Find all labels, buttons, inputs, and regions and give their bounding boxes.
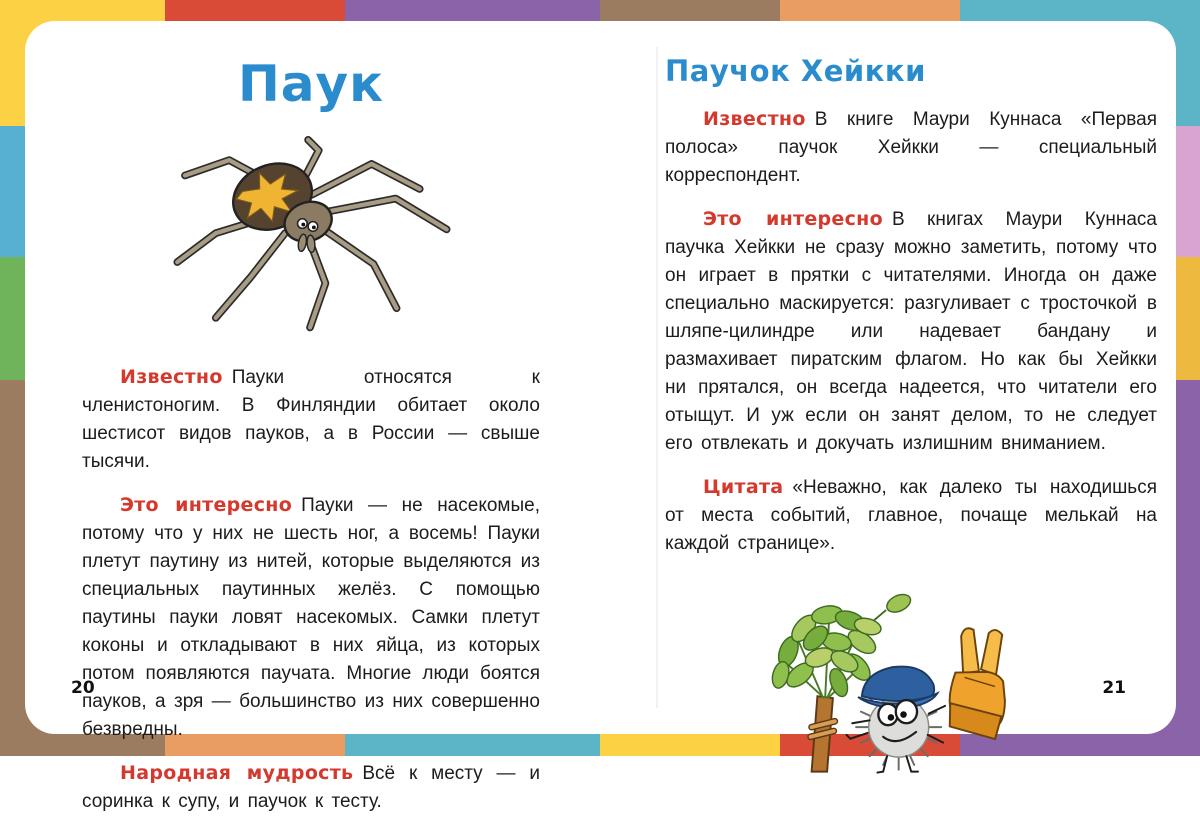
border-block-brown bbox=[600, 0, 780, 21]
paragraph-lead: Цитата bbox=[703, 476, 784, 498]
heikki-illustration bbox=[753, 582, 1025, 790]
paragraph-izvestno bbox=[665, 105, 1157, 190]
border-right bbox=[1176, 0, 1200, 756]
spider-illustration bbox=[161, 137, 461, 339]
paragraph-citata bbox=[665, 473, 1157, 558]
page-number-left: 20 bbox=[71, 678, 95, 698]
paragraph-eto-interesno bbox=[665, 205, 1157, 458]
paragraph-text: В книге Маури Куннаса «Первая полоса» паучок Хейкки — специальный корреспондент. bbox=[665, 109, 1157, 186]
border-block-teal bbox=[960, 0, 1200, 21]
section-title: Паучок Хейкки bbox=[665, 54, 926, 88]
border-block-yellow bbox=[0, 0, 25, 126]
border-block-amber bbox=[1176, 257, 1200, 380]
left-page bbox=[82, 55, 540, 816]
border-left bbox=[0, 0, 25, 756]
paragraph-lead: Народная мудрость bbox=[120, 762, 354, 784]
page-gutter bbox=[656, 47, 658, 708]
paragraph-text: Пауки относятся к членистоногим. В Финляндии обитает около шестисот видов пауков, а в России — свыше тысячи. bbox=[82, 367, 540, 472]
border-block-blue bbox=[0, 126, 25, 257]
paragraph-text: Пауки — не насекомые, потому что у них не шесть ног, а восемь! Пауки плетут паутину из нитей, которые выделяются из специальных паутинных желёз. С помощью паутины пауки ловят насекомых. Самки плетут коконы и откладывают в них яйца, из которых потом появляются паучата. Многие люди боятся пауков, а зря — большинство из них совершенно безвредны. bbox=[82, 495, 540, 740]
paragraph-lead: Известно bbox=[120, 366, 223, 388]
page-surface bbox=[25, 21, 1176, 812]
page-number-right: 21 bbox=[1102, 678, 1126, 698]
border-block-teal bbox=[1176, 0, 1200, 126]
paragraph-narodnaya-mudrost bbox=[82, 759, 540, 816]
border-block-purple bbox=[345, 0, 600, 21]
border-block-pink bbox=[1176, 126, 1200, 257]
paragraph-lead: Это интересно bbox=[120, 494, 293, 516]
border-block-green bbox=[0, 257, 25, 380]
paragraph-lead: Это интересно bbox=[703, 208, 883, 230]
border-block-orange bbox=[780, 0, 960, 21]
border-top bbox=[0, 0, 1200, 21]
paragraph-izvestno bbox=[82, 363, 540, 476]
border-block-brown bbox=[0, 380, 25, 756]
page-title: Паук bbox=[237, 55, 385, 113]
border-block-purple bbox=[1176, 380, 1200, 756]
paragraph-text: «Неважно, как далеко ты находишься от места событий, главное, почаще мелькай на каждой странице». bbox=[665, 477, 1157, 554]
paragraph-lead: Известно bbox=[703, 108, 806, 130]
paragraph-text: В книгах Маури Куннаса паучка Хейкки не сразу можно заметить, потому что он играет в прятки с читателями. Иногда он даже специально маскируется: разгуливает с тросточкой в шляпе-цилиндре или надевает бандану и размахивает пиратским флагом. Но как бы Хейкки ни прятался, он всегда надеется, что читатели его отыщут. И уж если он занят делом, то не следует его отвлекать и докучать излишним вниманием. bbox=[665, 209, 1157, 454]
border-block-red bbox=[165, 0, 345, 21]
right-page bbox=[665, 53, 1157, 790]
paragraph-text: Всё к месту — и соринка к супу, и паучок к тесту. bbox=[82, 763, 540, 812]
paragraph-eto-interesno bbox=[82, 491, 540, 744]
